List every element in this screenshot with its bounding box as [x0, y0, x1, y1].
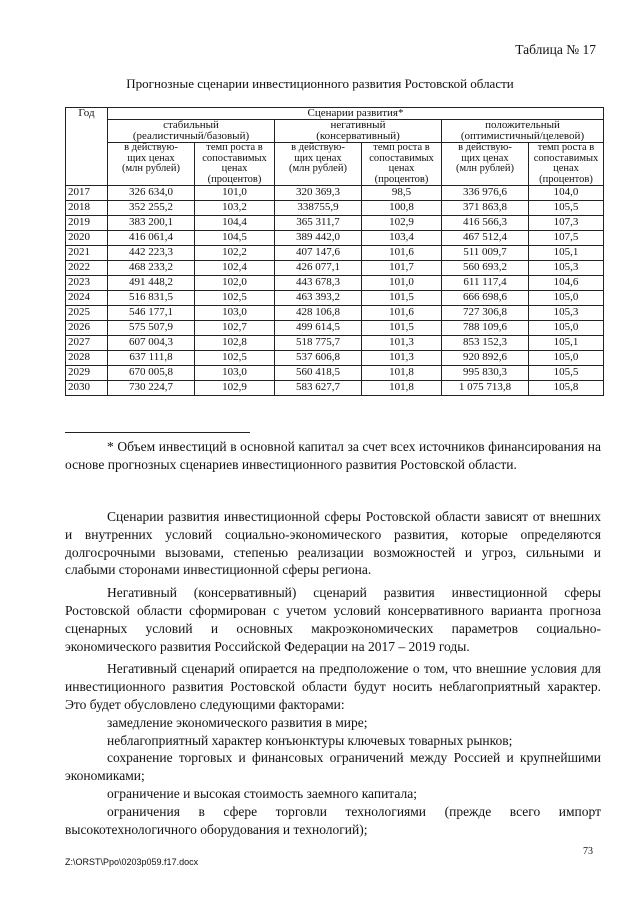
year-cell: 2021: [66, 246, 108, 261]
value-cell: 105,8: [529, 381, 604, 396]
value-cell: 101,5: [362, 321, 442, 336]
value-cell: 101,0: [195, 186, 275, 201]
value-cell: 101,7: [362, 261, 442, 276]
page-number: 73: [583, 846, 593, 857]
table-row: [66, 306, 604, 321]
paragraph: Негативный сценарий опирается на предположение о том, что внешние условия для инвестиционного развития Ростовской области будут носить неблагоприятный характер. Это будет обусловлено следующими факторами:: [65, 661, 601, 712]
value-cell: 730 224,7: [108, 381, 195, 396]
value-cell: 101,8: [362, 381, 442, 396]
value-cell: 105,1: [529, 246, 604, 261]
value-cell: 920 892,6: [442, 351, 529, 366]
value-cell: 516 831,5: [108, 291, 195, 306]
value-cell: 101,3: [362, 336, 442, 351]
value-cell: 468 233,2: [108, 261, 195, 276]
footnote-divider: [65, 432, 250, 433]
value-cell: 511 009,7: [442, 246, 529, 261]
year-cell: 2024: [66, 291, 108, 306]
year-cell: 2028: [66, 351, 108, 366]
list-item: ограничения в сфере торговли технологиями (прежде всего импорт высокотехнологичного оборудования и технологий);: [65, 803, 601, 837]
year-cell: 2020: [66, 231, 108, 246]
value-cell: 611 117,4: [442, 276, 529, 291]
value-cell: 104,0: [529, 186, 604, 201]
value-cell: 1 075 713,8: [442, 381, 529, 396]
scenario-positive-header: положительный (оптимистичный/целевой): [442, 120, 604, 143]
value-cell: 101,8: [362, 366, 442, 381]
year-cell: 2025: [66, 306, 108, 321]
growth-rate-header: темп роста в сопоставимых ценах (процентов): [195, 143, 275, 186]
value-cell: 105,3: [529, 261, 604, 276]
file-path: Z:\ORST\Ppo\0203p059.f17.docx: [65, 857, 199, 867]
value-cell: 104,6: [529, 276, 604, 291]
value-cell: 103,0: [195, 366, 275, 381]
forecast-table: [65, 107, 604, 396]
value-cell: 670 005,8: [108, 366, 195, 381]
value-cell: 105,3: [529, 306, 604, 321]
value-cell: 101,0: [362, 276, 442, 291]
year-cell: 2019: [66, 216, 108, 231]
footnote: * Объем инвестиций в основной капитал за счет всех источников финансирования на основе прогнозных сценариев инвестиционного развития Ростовской области.: [65, 439, 601, 472]
value-cell: 103,4: [362, 231, 442, 246]
list-item: ограничение и высокая стоимость заемного капитала;: [107, 785, 417, 801]
year-cell: 2030: [66, 381, 108, 396]
value-cell: 788 109,6: [442, 321, 529, 336]
table-body: [66, 186, 604, 396]
value-cell: 103,2: [195, 201, 275, 216]
year-cell: 2027: [66, 336, 108, 351]
value-cell: 537 606,8: [275, 351, 362, 366]
table-row: [66, 231, 604, 246]
value-cell: 383 200,1: [108, 216, 195, 231]
value-cell: 637 111,8: [108, 351, 195, 366]
value-cell: 102,9: [362, 216, 442, 231]
value-cell: 499 614,5: [275, 321, 362, 336]
value-cell: 102,8: [195, 336, 275, 351]
value-cell: 416 061,4: [108, 231, 195, 246]
value-cell: 104,4: [195, 216, 275, 231]
value-cell: 352 255,2: [108, 201, 195, 216]
paragraph: Негативный (консервативный) сценарий развития инвестиционной сферы Ростовской области сформирован с учетом условий консервативного варианта прогноза сценарных условий и основных макроэкономических параметров социально-экономического развития Российской Федерации на 2017 – 2019 годы.: [65, 585, 601, 654]
value-cell: 426 077,1: [275, 261, 362, 276]
value-cell: 575 507,9: [108, 321, 195, 336]
value-cell: 428 106,8: [275, 306, 362, 321]
list-item: неблагоприятный характер конъюнктуры ключевых товарных рынков;: [107, 732, 513, 748]
value-cell: 560 693,2: [442, 261, 529, 276]
value-cell: 389 442,0: [275, 231, 362, 246]
body-text: [65, 508, 601, 838]
list-item: сохранение торговых и финансовых ограничений между Россией и крупнейшими экономиками;: [65, 750, 601, 784]
value-cell: 463 393,2: [275, 291, 362, 306]
scenario-stable-header: стабильный (реалистичный/базовый): [108, 120, 275, 143]
value-cell: 407 147,6: [275, 246, 362, 261]
value-cell: 491 448,2: [108, 276, 195, 291]
year-cell: 2017: [66, 186, 108, 201]
scenarios-header: Сценарии развития*: [108, 108, 604, 120]
value-cell: 583 627,7: [275, 381, 362, 396]
value-cell: 107,3: [529, 216, 604, 231]
value-cell: 101,6: [362, 306, 442, 321]
value-cell: 107,5: [529, 231, 604, 246]
table-row: [66, 216, 604, 231]
value-cell: 102,5: [195, 351, 275, 366]
value-cell: 102,9: [195, 381, 275, 396]
year-cell: 2018: [66, 201, 108, 216]
value-cell: 102,0: [195, 276, 275, 291]
value-cell: 467 512,4: [442, 231, 529, 246]
value-cell: 105,0: [529, 351, 604, 366]
value-cell: 100,8: [362, 201, 442, 216]
value-cell: 102,4: [195, 261, 275, 276]
current-prices-header: в действую- щих ценах (млн рублей): [275, 143, 362, 186]
value-cell: 416 566,3: [442, 216, 529, 231]
value-cell: 102,7: [195, 321, 275, 336]
year-column-header: Год: [66, 108, 108, 186]
value-cell: 518 775,7: [275, 336, 362, 351]
value-cell: 326 634,0: [108, 186, 195, 201]
value-cell: 995 830,3: [442, 366, 529, 381]
value-cell: 365 311,7: [275, 216, 362, 231]
value-cell: 371 863,8: [442, 201, 529, 216]
value-cell: 101,6: [362, 246, 442, 261]
year-cell: 2022: [66, 261, 108, 276]
value-cell: 103,0: [195, 306, 275, 321]
value-cell: 102,5: [195, 291, 275, 306]
table-row: [66, 201, 604, 216]
growth-rate-header: темп роста в сопоставимых ценах (процентов): [362, 143, 442, 186]
value-cell: 105,0: [529, 291, 604, 306]
paragraph: Сценарии развития инвестиционной сферы Ростовской области зависят от внешних и внутренних условий социально-экономического развития, которые определяются долгосрочными вызовами, степенью реализации возможностей и угроз, сильными и слабыми сторонами инвестиционной сферы региона.: [65, 509, 601, 578]
value-cell: 666 698,6: [442, 291, 529, 306]
value-cell: 338755,9: [275, 201, 362, 216]
table-row: [66, 381, 604, 396]
value-cell: 560 418,5: [275, 366, 362, 381]
table-row: [66, 246, 604, 261]
value-cell: 105,5: [529, 366, 604, 381]
value-cell: 101,5: [362, 291, 442, 306]
table-row: [66, 366, 604, 381]
scenario-negative-header: негативный (консервативный): [275, 120, 442, 143]
year-cell: 2026: [66, 321, 108, 336]
value-cell: 443 678,3: [275, 276, 362, 291]
table-row: [66, 291, 604, 306]
table-row: [66, 276, 604, 291]
value-cell: 442 223,3: [108, 246, 195, 261]
growth-rate-header: темп роста в сопоставимых ценах (процентов): [529, 143, 604, 186]
table-row: [66, 261, 604, 276]
table-row: [66, 321, 604, 336]
value-cell: 853 152,3: [442, 336, 529, 351]
table-row: [66, 186, 604, 201]
year-cell: 2029: [66, 366, 108, 381]
value-cell: 607 004,3: [108, 336, 195, 351]
table-label: Таблица № 17: [515, 42, 596, 57]
value-cell: 102,2: [195, 246, 275, 261]
table-row: [66, 336, 604, 351]
current-prices-header: в действую- щих ценах (млн рублей): [108, 143, 195, 186]
value-cell: 546 177,1: [108, 306, 195, 321]
value-cell: 320 369,3: [275, 186, 362, 201]
value-cell: 336 976,6: [442, 186, 529, 201]
current-prices-header: в действую- щих ценах (млн рублей): [442, 143, 529, 186]
year-cell: 2023: [66, 276, 108, 291]
value-cell: 105,5: [529, 201, 604, 216]
table-header: [66, 108, 604, 186]
list-item: замедление экономического развития в мире;: [107, 714, 368, 730]
value-cell: 98,5: [362, 186, 442, 201]
document-title: Прогнозные сценарии инвестиционного развития Ростовской области: [126, 76, 514, 91]
value-cell: 105,1: [529, 336, 604, 351]
value-cell: 105,0: [529, 321, 604, 336]
value-cell: 727 306,8: [442, 306, 529, 321]
table-row: [66, 351, 604, 366]
value-cell: 104,5: [195, 231, 275, 246]
value-cell: 101,3: [362, 351, 442, 366]
